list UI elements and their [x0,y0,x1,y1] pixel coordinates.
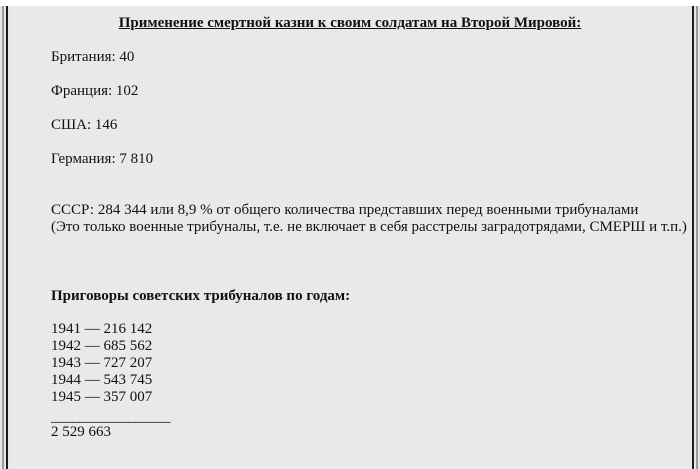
list-item: 1943 — 727 207 [51,355,153,371]
total-separator: _________________ [51,409,170,425]
content-panel [10,6,690,469]
list-item: 1944 — 543 745 [51,372,153,388]
verdicts-year-list [51,321,152,406]
list-item: 1941 — 216 142 [51,321,153,337]
country-line-germany: Германия: 7 810 [51,151,154,167]
verdicts-total: 2 529 663 [51,424,111,440]
right-border [690,6,700,469]
page-title: Применение смертной казни к своим солдатам на Второй Мировой: [118,15,582,31]
list-item: 1945 — 357 007 [51,389,153,405]
list-item: 1942 — 685 562 [51,338,153,354]
ussr-line: СССР: 284 344 или 8,9 % от общего количества представших перед военными трибуналами [51,202,639,218]
ussr-note: (Это только военные трибуналы, т.е. не включает в себя расстрелы заградотрядами, СМЕРШ и т.п.) [51,219,687,235]
verdicts-heading: Приговоры советских трибуналов по годам: [51,288,351,304]
left-border [0,6,10,469]
country-line-usa: США: 146 [51,117,118,133]
country-line-france: Франция: 102 [51,83,139,99]
country-line-britain: Британия: 40 [51,49,135,65]
